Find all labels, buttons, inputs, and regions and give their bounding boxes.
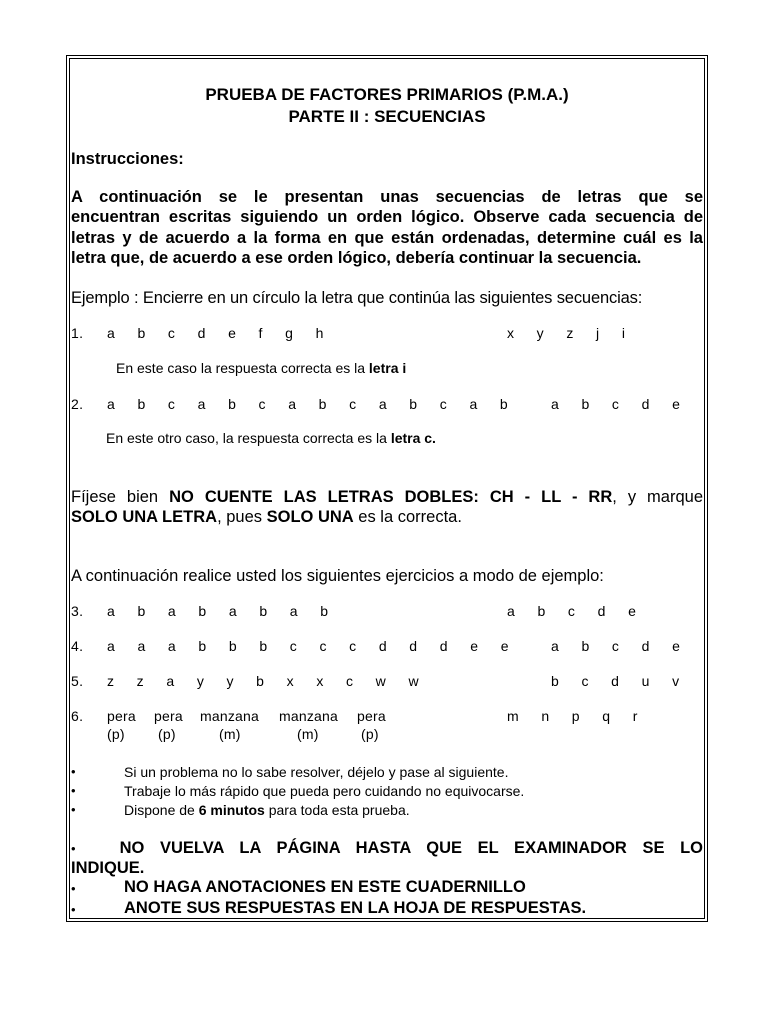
- warning-1-text: NO VUELVA LA PÁGINA HASTA QUE EL EXAMINADOR SE LO: [119, 839, 703, 857]
- page-title: PRUEBA DE FACTORES PRIMARIOS (P.M.A.): [205, 85, 569, 104]
- notice-emphasis-only-one: SOLO UNA: [266, 508, 354, 526]
- warning-1-line-2: INDIQUE.: [71, 859, 145, 877]
- practice-4-sequence: a a a b b b c c c d d d e e: [107, 638, 509, 654]
- practice-3-sequence: a b a b a b a b: [107, 603, 329, 619]
- notice-emphasis-one-letter: SOLO UNA LETRA: [71, 508, 218, 526]
- example-2-number: 2.: [71, 396, 84, 412]
- practice-6-number: 6.: [71, 708, 84, 724]
- practice-6-word: manzana: [279, 708, 338, 724]
- practice-6-word: pera: [154, 708, 183, 724]
- practice-heading: A continuación realice usted los siguientes ejercicios a modo de ejemplo:: [71, 567, 604, 585]
- warning-bullet: •: [71, 881, 76, 896]
- practice-6-tag: (p): [361, 726, 379, 742]
- tip-3-text-c: para toda esta prueba.: [264, 802, 410, 818]
- notice-text-pues: , pues: [217, 508, 267, 526]
- practice-6-tag: (p): [158, 726, 176, 742]
- practice-3-options: a b c d e: [507, 603, 637, 619]
- notice-text-a: Fíjese bien: [71, 488, 170, 506]
- tip-bullet: •: [71, 764, 76, 779]
- instructions-heading: Instrucciones:: [71, 150, 184, 168]
- instructions-line-3: letras y de acuerdo a la forma en que están ordenadas, determine cuál es la: [71, 229, 703, 247]
- practice-6-tag: (p): [107, 726, 125, 742]
- example-2-sequence: a b c a b c a b c a b c a b: [107, 396, 508, 412]
- practice-6-tag: (m): [297, 726, 319, 742]
- example-2-note-text: En este otro caso, la respuesta correcta es la: [106, 430, 391, 446]
- instructions-line-4: letra que, de acuerdo a ese orden lógico, debería continuar la secuencia.: [71, 249, 642, 267]
- practice-5-number: 5.: [71, 673, 84, 689]
- practice-6-word: manzana: [200, 708, 259, 724]
- example-1-sequence: a b c d e f g h: [107, 325, 324, 341]
- practice-6-options: m n p q r: [507, 708, 638, 724]
- example-2-answer: letra c.: [390, 430, 436, 446]
- instructions-line-1: A continuación se le presentan unas secuencias de letras que se: [71, 188, 703, 206]
- example-1-number: 1.: [71, 325, 84, 341]
- example-1-answer: letra i: [368, 360, 407, 376]
- notice-emphasis-doubles: NO CUENTE LAS LETRAS DOBLES: CH - LL - RR: [169, 488, 613, 506]
- example-heading: Ejemplo : Encierre en un círculo la letra que continúa las siguientes secuencias:: [71, 289, 643, 307]
- notice-line-2: [71, 508, 462, 527]
- example-1-note-text: En este caso la respuesta correcta es la: [116, 360, 369, 376]
- warning-bullet: •: [71, 902, 76, 917]
- practice-4-number: 4.: [71, 638, 84, 654]
- warning-2: NO HAGA ANOTACIONES EN ESTE CUADERNILLO: [124, 878, 526, 896]
- warning-3: ANOTE SUS RESPUESTAS EN LA HOJA DE RESPUESTAS.: [124, 899, 587, 917]
- tip-1: Si un problema no lo sabe resolver, déjelo y pase al siguiente.: [124, 764, 509, 780]
- instructions-line-2: encuentran escritas siguiendo un orden lógico. Observe cada secuencia de: [71, 208, 703, 226]
- page-subtitle: PARTE II : SECUENCIAS: [288, 107, 486, 126]
- tip-3-time: 6 minutos: [198, 802, 265, 818]
- practice-5-sequence: z z a y y b x x c w w: [107, 673, 419, 689]
- tip-bullet: •: [71, 802, 76, 817]
- practice-4-options: a b c d e: [551, 638, 681, 654]
- warning-1-line-1: [71, 839, 703, 858]
- example-1-options: x y z j i: [507, 325, 626, 341]
- tip-3: [124, 802, 410, 818]
- practice-6-word: pera: [357, 708, 386, 724]
- practice-5-options: b c d u v: [551, 673, 680, 689]
- practice-3-number: 3.: [71, 603, 84, 619]
- practice-6-tag: (m): [219, 726, 241, 742]
- notice-line-1: [71, 488, 703, 507]
- example-2-options: a b c d e: [551, 396, 681, 412]
- notice-text-end: es la correcta.: [353, 508, 462, 526]
- tip-bullet: •: [71, 783, 76, 798]
- notice-text-c: , y marque: [612, 488, 704, 506]
- tip-2: Trabaje lo más rápido que pueda pero cuidando no equivocarse.: [124, 783, 525, 799]
- example-1-note: [116, 360, 406, 376]
- practice-6-word: pera: [107, 708, 136, 724]
- warning-bullet: •: [71, 841, 76, 856]
- tip-3-text-a: Dispone de: [124, 802, 199, 818]
- example-2-note: [106, 430, 436, 446]
